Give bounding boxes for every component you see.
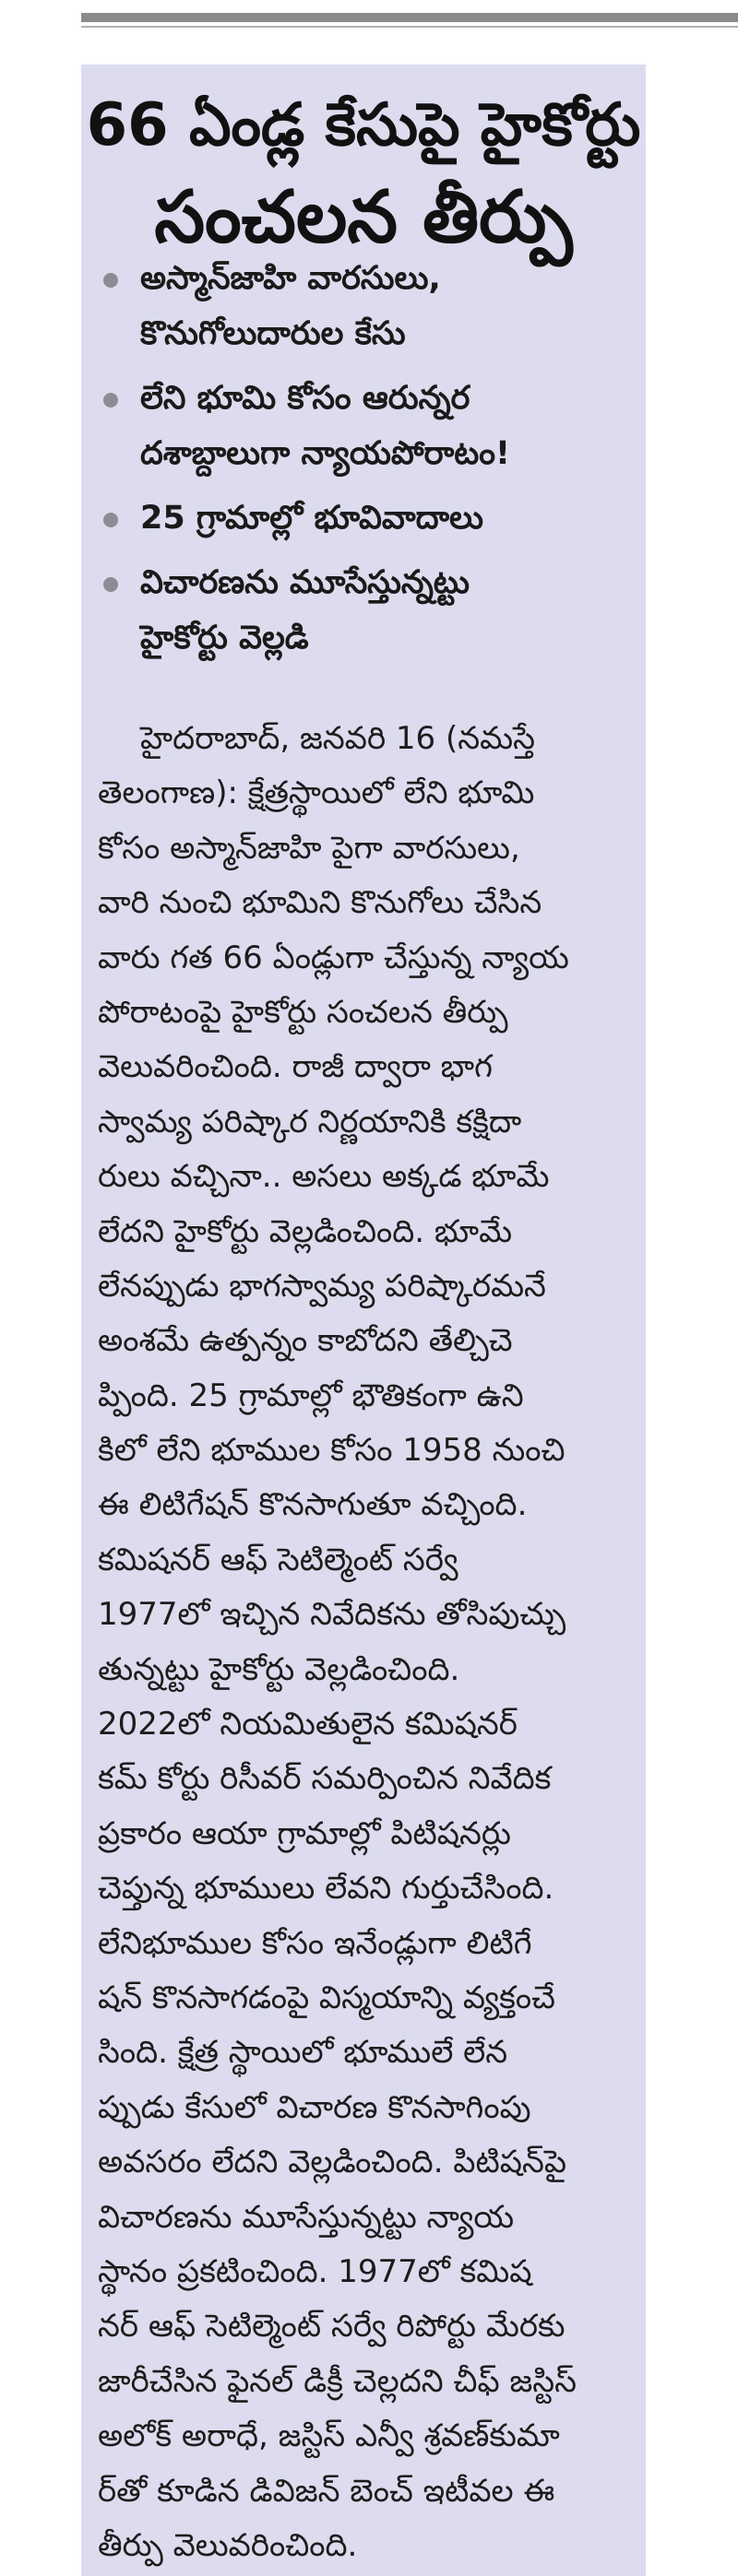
bullet-item bbox=[96, 371, 640, 481]
body-line: కిలో లేని భూముల కోసం 1958 నుంచి bbox=[98, 1432, 565, 1470]
top-rule bbox=[81, 13, 738, 22]
bullet-line: 25 గ్రామాల్లో భూవివాదాలు bbox=[140, 500, 483, 537]
body-line: లేనిభూముల కోసం ఇనేండ్లుగా లిటిగే bbox=[98, 1924, 532, 1962]
body-line: చెప్తున్న భూములు లేవని గుర్తుచేసింది. bbox=[98, 1870, 554, 1908]
body-line: కమ్ కోర్టు రిసీవర్ సమర్పించిన నివేదిక bbox=[98, 1760, 552, 1798]
bullet-line: అస్మాన్‌జాహి వారసులు, bbox=[140, 260, 441, 297]
body-line: 1977లో ఇచ్చిన నివేదికను తోసిపుచ్చు bbox=[98, 1596, 566, 1634]
body-line: ర్‌తో కూడిన డివిజన్ బెంచ్ ఇటీవల ఈ bbox=[98, 2472, 555, 2510]
body-line: తున్నట్టు హైకోర్టు వెల్లడించింది. bbox=[98, 1650, 460, 1688]
body-line: జారీచేసిన ఫైనల్ డిక్రీ చెల్లదని చీఫ్ జస్టిస్ bbox=[98, 2362, 577, 2400]
bullet-item bbox=[96, 555, 640, 666]
body-line: తెలంగాణ): క్షేత్రస్థాయిలో లేని భూమి bbox=[98, 774, 535, 812]
body-line: అవసరం లేదని వెల్లడించింది. పిటిషన్‌పై bbox=[98, 2144, 567, 2181]
body-line: ప్రకారం ఆయా గ్రామాల్లో పిటిషనర్లు bbox=[98, 1814, 511, 1852]
body-line: విచారణను మూసేస్తున్నట్టు న్యాయ bbox=[98, 2198, 515, 2236]
body-line: అంశమే ఉత్పన్నం కాబోదని తేల్చిచె bbox=[98, 1322, 513, 1360]
body-line: కోసం అస్మాన్‌జాహి పైగా వారసులు, bbox=[98, 829, 520, 867]
body-line: నర్ ఆఫ్ సెటిల్మెంట్ సర్వే రిపోర్టు మేరకు bbox=[98, 2308, 565, 2346]
body-line: వారు గత 66 ఏండ్లుగా చేస్తున్న న్యాయ bbox=[98, 939, 569, 976]
body-line: కమిషనర్ ఆఫ్ సెటిల్మెంట్ సర్వే bbox=[98, 1541, 458, 1578]
headline bbox=[81, 83, 646, 267]
top-rule-thin bbox=[81, 26, 738, 28]
article-body bbox=[98, 712, 635, 2573]
body-line: 2022లో నియమితులైన కమిషనర్ bbox=[98, 1706, 518, 1743]
headline-line-1: 66 ఏండ్ల కేసుపై హైకోర్టు bbox=[86, 91, 641, 160]
bullet-item bbox=[96, 490, 640, 546]
body-line: రులు వచ్చినా.. అసలు అక్కడ భూమే bbox=[98, 1158, 550, 1196]
body-line: వారి నుంచి భూమిని కొనుగోలు చేసిన bbox=[98, 884, 542, 922]
bullet-dot-icon bbox=[103, 273, 118, 288]
body-line: ప్పింది. 25 గ్రామాల్లో భౌతికంగా ఉని bbox=[98, 1377, 524, 1414]
body-line: తీర్పు వెలువరించింది. bbox=[98, 2526, 358, 2564]
bullet-line: కొనుగోలుదారుల కేసు bbox=[140, 315, 406, 352]
headline-line-2: సంచలన తీర్పు bbox=[154, 176, 573, 259]
bullet-list bbox=[96, 251, 640, 675]
body-line: లేదని హైకోర్టు వెల్లడించింది. భూమే bbox=[98, 1212, 513, 1250]
body-line: స్థానం ప్రకటించింది. 1977లో కమిష bbox=[98, 2252, 532, 2290]
body-line: ఈ లిటిగేషన్ కొనసాగుతూ వచ్చింది. bbox=[98, 1486, 528, 1524]
bullet-line: లేని భూమి కోసం ఆరున్నర bbox=[140, 380, 470, 417]
body-line: షన్ కొనసాగడంపై విస్మయాన్ని వ్యక్తంచే bbox=[98, 1979, 556, 2016]
body-line: స్వామ్య పరిష్కార నిర్ణయానికి కక్షిదా bbox=[98, 1103, 522, 1140]
bullet-dot-icon bbox=[103, 577, 118, 592]
bullet-dot-icon bbox=[103, 393, 118, 408]
bullet-line: దశాబ్దాలుగా న్యాయపోరాటం! bbox=[140, 435, 511, 472]
body-line: వెలువరించింది. రాజీ ద్వారా భాగ bbox=[98, 1048, 493, 1086]
body-line: సింది. క్షేత్ర స్థాయిలో భూములే లేన bbox=[98, 2034, 508, 2072]
body-line: అలోక్ అరాధే, జస్టిస్ ఎన్వీ శ్రవణ్‌కుమా bbox=[98, 2417, 560, 2455]
bullet-line: విచారణను మూసేస్తున్నట్టు bbox=[140, 564, 470, 601]
body-line: పోరాటంపై హైకోర్టు సంచలన తీర్పు bbox=[98, 993, 508, 1031]
body-line: ప్పుడు కేసులో విచారణ కొనసాగింపు bbox=[98, 2088, 531, 2126]
body-line: హైదరాబాద్, జనవరి 16 (నమస్తే bbox=[140, 720, 535, 757]
bullet-item bbox=[96, 251, 640, 361]
bullet-dot-icon bbox=[103, 513, 118, 527]
bullet-line: హైకోర్టు వెల్లడి bbox=[140, 620, 309, 656]
body-line: లేనప్పుడు భాగస్వామ్య పరిష్కారమనే bbox=[98, 1267, 546, 1305]
